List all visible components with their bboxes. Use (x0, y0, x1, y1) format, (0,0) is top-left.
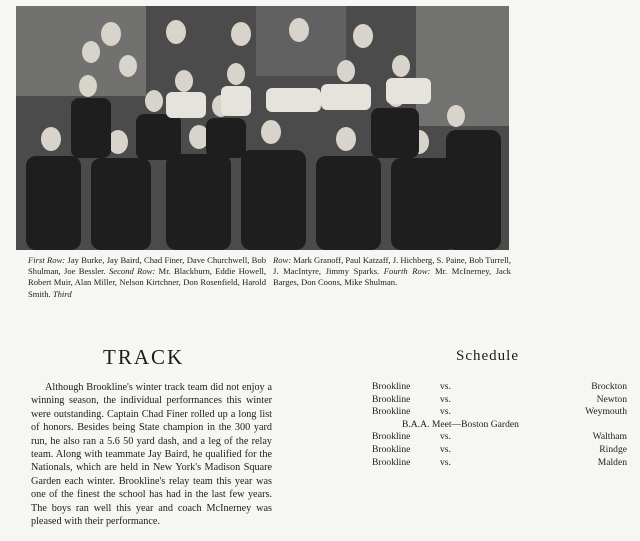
schedule-row (372, 457, 627, 470)
versus-label: vs. (440, 456, 451, 468)
schedule-row (372, 431, 627, 444)
second-row-names: Mr. Blackburn, Eddie Howell, Robert Muir, Alan Miller, Nelson Kirtchner, Don Rosenfield, Harold Smith. (28, 266, 267, 299)
photo-caption-right (273, 255, 511, 289)
versus-label: vs. (440, 431, 451, 443)
third-row-label-cont: Row: (273, 255, 292, 265)
opponent: Rindge (599, 443, 627, 455)
third-row-label: Third (52, 288, 72, 299)
home-team: Brookline (372, 431, 411, 443)
opponent: Malden (597, 456, 627, 468)
track-heading: TRACK (103, 345, 185, 369)
home-team: Brookline (372, 381, 411, 392)
versus-label: vs. (440, 393, 451, 405)
third-row-names: Mark Granoff, Paul Katzaff, J. Hichberg, S. Paine, Bob Turrell, J. MacIntyre, Jimmy Sparks. (273, 255, 511, 277)
home-team: Brookline (372, 456, 411, 468)
opponent: Brockton (591, 381, 627, 392)
schedule-row (372, 406, 627, 419)
schedule-meet-row (372, 419, 627, 432)
opponent: Weymouth (585, 406, 627, 418)
opponent: Waltham (592, 431, 627, 443)
home-team: Brookline (372, 406, 411, 418)
meet-label: B.A.A. Meet—Boston Garden (402, 418, 519, 430)
photo-caption-left (28, 255, 266, 300)
versus-label: vs. (440, 443, 451, 455)
fourth-row-label: Fourth Row: (383, 266, 431, 277)
track-article: Although Brookline's winter track team did not enjoy a winning season, the individual performances this winter were outstanding. Captain Chad Finer rolled up a long list of honors. Besides being State champion in the 300 yard run, he also ran a 5.6 50 yard dash, and a leg of the relay team. Along with teammate Jay Baird, he qualified for the Nationals, which are held in New York's Madison Square Garden each winter. Brookline's relay team this year was one of the finest the school has had in the last few years. The boys ran well this year and coach McInerney was pleased with their performance. (31, 382, 272, 528)
first-row-names: Jay Burke, Jay Baird, Chad Finer, Dave Churchwell, Bob Shulman, Joe Bessler. (28, 255, 266, 277)
schedule-row (372, 381, 627, 394)
home-team: Brookline (372, 393, 411, 405)
schedule-list (372, 381, 627, 469)
versus-label: vs. (440, 406, 451, 418)
team-photo (16, 6, 509, 250)
schedule-row (372, 444, 627, 457)
schedule-row (372, 394, 627, 407)
team-photo-image (16, 6, 509, 250)
opponent: Newton (596, 393, 627, 405)
home-team: Brookline (372, 443, 411, 455)
second-row-label: Second Row: (109, 266, 156, 277)
versus-label: vs. (440, 381, 451, 392)
fourth-row-names: Mr. McInerney, Jack Barges, Don Coons, Mike Shulman. (273, 266, 511, 288)
schedule-heading: Schedule (456, 348, 519, 364)
first-row-label: First Row: (28, 255, 66, 265)
